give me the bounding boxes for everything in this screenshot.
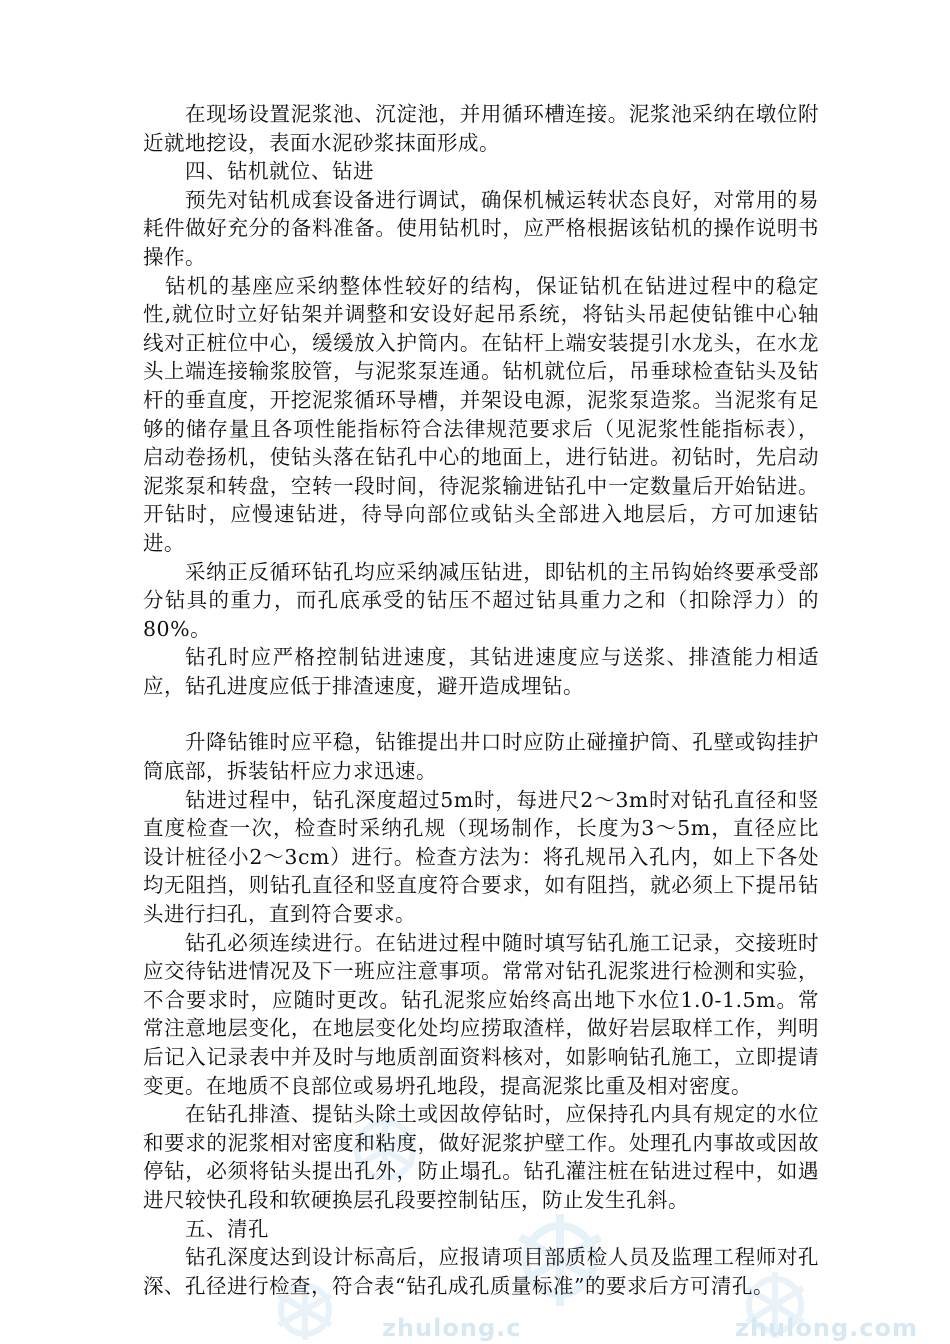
paragraph-continuous-drilling: 钻孔必须连续进行。在钻进过程中随时填写钻孔施工记录，交接班时应交待钻进情况及下一班应注意事项。常常对钻孔泥浆进行检测和实验，不合要求时，应随时更改。钻孔泥浆应始终高出地下水位1.0-1.5m。常常注意地层变化，在地层变化处均应捞取渣样，做好岩层取样工作，判明后记入记录表中并及时与地质剖面资料核对，如影响钻孔施工，立即提请变更。在地质不良部位或易坍孔地段，提高泥浆比重及相对密度。 (143, 930, 819, 1098)
paragraph-hole-gauge: 钻进过程中，钻孔深度超过5m时，每进尺2～3m时对钻孔直径和竖直度检查一次，检查时采纳孔规（现场制作，长度为3～5m，直径应比设计桩径小2～3cm）进行。检查方法为：将孔规吊入孔内，如上下各处均无阻挡，则钻孔直径和竖直度符合要求，如有阻挡，就必须上下提吊钻头进行扫孔，直到符合要求。 (143, 787, 819, 927)
watermark-text-left: zhulong.c (382, 1314, 522, 1342)
paragraph-mud-pit: 在现场设置泥浆池、沉淀池，并用循环槽连接。泥浆池采纳在墩位附近就地挖设，表面水泥砂浆抹面形成。 (143, 102, 819, 155)
paragraph-lifting-cone: 升降钻锥时应平稳，钻锥提出井口时应防止碰撞护筒、孔壁或钩挂护筒底部，拆装钻杆应力求迅速。 (143, 730, 819, 784)
paragraph-reverse-circulation: 采纳正反循环钻孔均应采纳减压钻进，即钻机的主吊钩始终要承受部分钻具的重力，而孔底承受的钻压不超过钻具重力之和（扣除浮力）的80%。 (143, 559, 819, 641)
blank-line (143, 700, 819, 728)
paragraph-equipment-debug: 预先对钻机成套设备进行调试，确保机械运转状态良好，对常用的易耗件做好充分的备料准备。使用钻机时，应严格根据该钻机的操作说明书操作。 (143, 187, 819, 269)
document-body (143, 100, 819, 1300)
watermark-text-right: zhulong.com (735, 1314, 918, 1342)
paragraph-slag-discharge: 在钻孔排渣、提钻头除土或因故停钻时，应保持孔内具有规定的水位和要求的泥浆相对密度和粘度，做好泥浆护壁工作。处理孔内事故或因故停钻，必须将钻头提出孔外，防止塌孔。钻孔灌注桩在钻进过程中，如遇进尺较快孔段和软硬换层孔段要控制钻压，防止发生孔斜。 (143, 1102, 819, 1212)
section-heading-hole-cleaning: 五、清孔 (185, 1216, 269, 1241)
paragraph-drill-base: 钻机的基座应采纳整体性较好的结构，保证钻机在钻进过程中的稳定性,就位时立好钻架并调整和安设好起吊系统，将钻头吊起使钻锥中心轴线对正桩位中心，缓缓放入护筒内。在钻杆上端安装提引水龙头，在水龙头上端连接输浆胶管，与泥浆泵连通。钻机就位后，吊垂球检查钻头及钻杆的垂直度，开挖泥浆循环导槽，并架设电源，泥浆泵造浆。当泥浆有足够的储存量且各项性能指标符合法律规范要求后（见泥浆性能指标表），启动卷扬机，使钻头落在钻孔中心的地面上，进行钻进。初钻时，先启动泥浆泵和转盘，空转一段时间，待泥浆输进钻孔中一定数量后开始钻进。开钻时，应慢速钻进，待导向部位或钻头全部进入地层后，方可加速钻进。 (143, 273, 819, 555)
paragraph-hole-depth-check: 钻孔深度达到设计标高后，应报请项目部质检人员及监理工程师对孔深、孔径进行检查，符合表“钻孔成孔质量标准”的要求后方可清孔。 (143, 1245, 819, 1298)
paragraph-drilling-speed: 钻孔时应严格控制钻进速度，其钻进速度应与送浆、排渣能力相适应，钻孔进度应低于排渣速度，避开造成埋钻。 (143, 645, 819, 698)
section-heading-drill-positioning: 四、钻机就位、钻进 (185, 159, 374, 184)
